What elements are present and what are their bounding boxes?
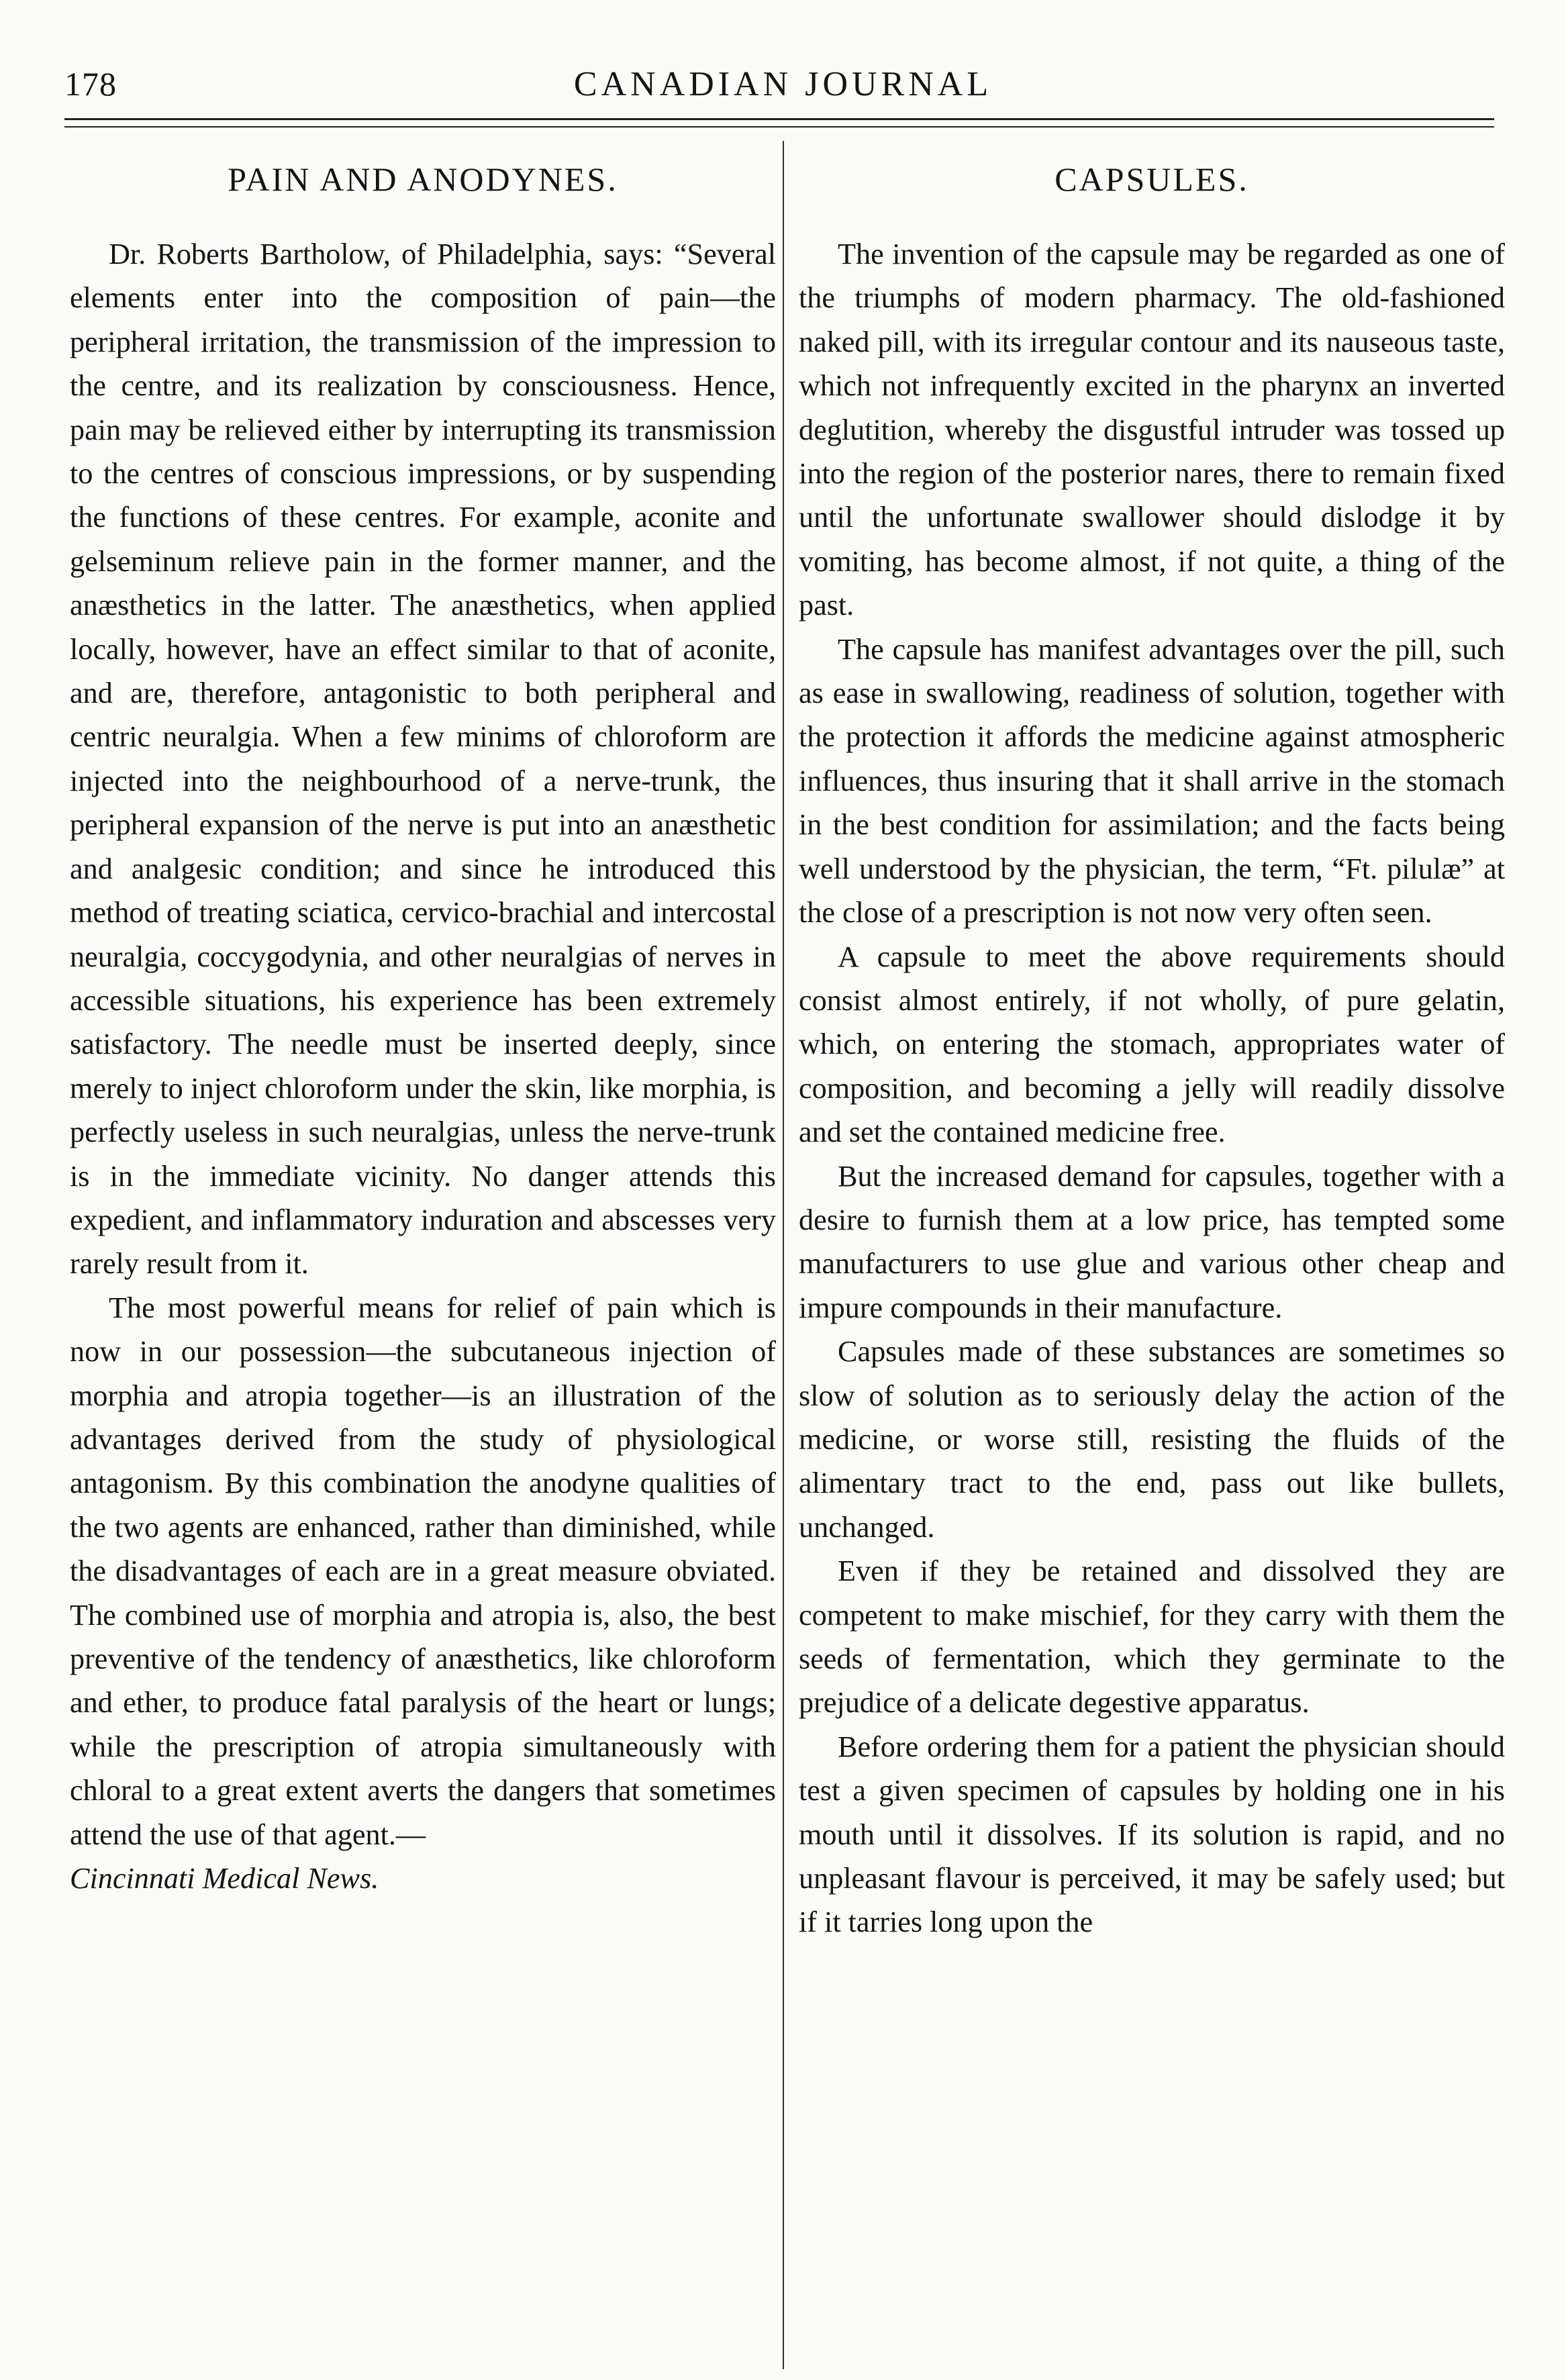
article-paragraph: But the increased demand for capsules, together with a desire to furnish them at a low price, has tempted some manufacturers to use glue and various other cheap and impure compounds in their manufacture. <box>799 1159 1505 1324</box>
article-paragraph: The invention of the capsule may be regarded as one of the triumphs of modern pharmacy. The old-fashioned naked pill, with its irregular contour and its nauseous taste, which not infrequently excited in the pharynx an inverted deglutition, whereby the disgustful intruder was tossed up into the region of the posterior nares, there to remain fixed until the unfortunate swallower should dislodge it by vomiting, has become almost, if not quite, a thing of the past. <box>799 238 1505 622</box>
article-paragraph: Dr. Roberts Bartholow, of Philadelphia, says: “Several elements enter into the composition of pain—the peripheral irritation, the transmission of the impression to the centre, and its realization by consciousness. Hence, pain may be relieved either by interrupting its transmission to the centres of conscious impressions, or by suspending the functions of these centres. For example, aconite and gelseminum relieve pain in the former manner, and the anæsthetics in the latter. The anæsthetics, when applied locally, however, have an effect similar to that of aconite, and are, therefore, antagonistic to both peripheral and centric neuralgia. When a few minims of chloroform are injected into the neighbourhood of a nerve-trunk, the peripheral expansion of the nerve is put into an anæsthetic and analgesic condition; and since he introduced this method of treating sciatica, cervico-brachial and intercostal neuralgia, coccygodynia, and other neuralgias of nerves in accessible situations, his experience has been extremely satisfactory. The needle must be inserted deeply, since merely to inject chloroform under the skin, like morphia, is perfectly useless in such neuralgias, unless the nerve-trunk is in the immediate vicinity. No danger attends this expedient, and inflammatory induration and abscesses very rarely result from it. <box>70 238 776 1281</box>
left-column <box>70 160 776 1900</box>
article-paragraph: A capsule to meet the above requirements should consist almost entirely, if not wholly, of pure gelatin, which, on entering the stomach, appropriates water of composition, and becoming a jelly will readily dissolve and set the contained medicine free. <box>799 940 1505 1149</box>
column-divider <box>783 141 784 2369</box>
article-paragraph: Even if they be retained and dissolved they are competent to make mischief, for they carry with them the seeds of fermentation, which they germinate to the prejudice of a delicate degestive apparatus. <box>799 1554 1505 1720</box>
article-heading-pain-and-anodynes: PAIN AND ANODYNES. <box>228 160 618 198</box>
article-heading-capsules: CAPSULES. <box>1055 160 1249 198</box>
header-rule-secondary <box>64 126 1494 128</box>
running-head: CANADIAN JOURNAL <box>573 65 993 103</box>
article-paragraph: Before ordering them for a patient the physician should test a given specimen of capsules by holding one in his mouth until it dissolves. If its solution is rapid, and no unpleasant flavour is perceived, it may be safely used; but if it tarries long upon the <box>799 1730 1505 1939</box>
article-paragraph: The most powerful means for relief of pain which is now in our possession—the subcutaneous injection of morphia and atropia together—is an illustration of the advantages derived from the study of physiological antagonism. By this combination the anodyne qualities of the two agents are enhanced, rather than diminished, while the disadvantages of each are in a great measure obviated. The combined use of morphia and atropia is, also, the best preventive of the tendency of anæsthetics, like chloroform and ether, to produce fatal paralysis of the heart or lungs; while the prescription of atropia simultaneously with chloral to a great extent averts the dangers that sometimes attend the use of that agent.— <box>70 1291 776 1851</box>
article-paragraph: The capsule has manifest advantages over the pill, such as ease in swallowing, readiness of solution, together with the protection it affords the medicine against atmospheric influences, thus insuring that it shall arrive in the stomach in the best condition for assimilation; and the facts being well understood by the physician, the term, “Ft. pilulæ” at the close of a prescription is not now very often seen. <box>799 632 1505 930</box>
header-rule <box>64 118 1494 120</box>
article-source-citation: Cincinnati Medical News. <box>70 1862 379 1895</box>
article-paragraph: Capsules made of these substances are sometimes so slow of solution as to seriously delay the action of the medicine, or worse still, resisting the fluids of the alimentary tract to the end, pass out like bullets, unchanged. <box>799 1335 1505 1544</box>
right-column <box>799 160 1505 1944</box>
page-number: 178 <box>64 65 117 103</box>
